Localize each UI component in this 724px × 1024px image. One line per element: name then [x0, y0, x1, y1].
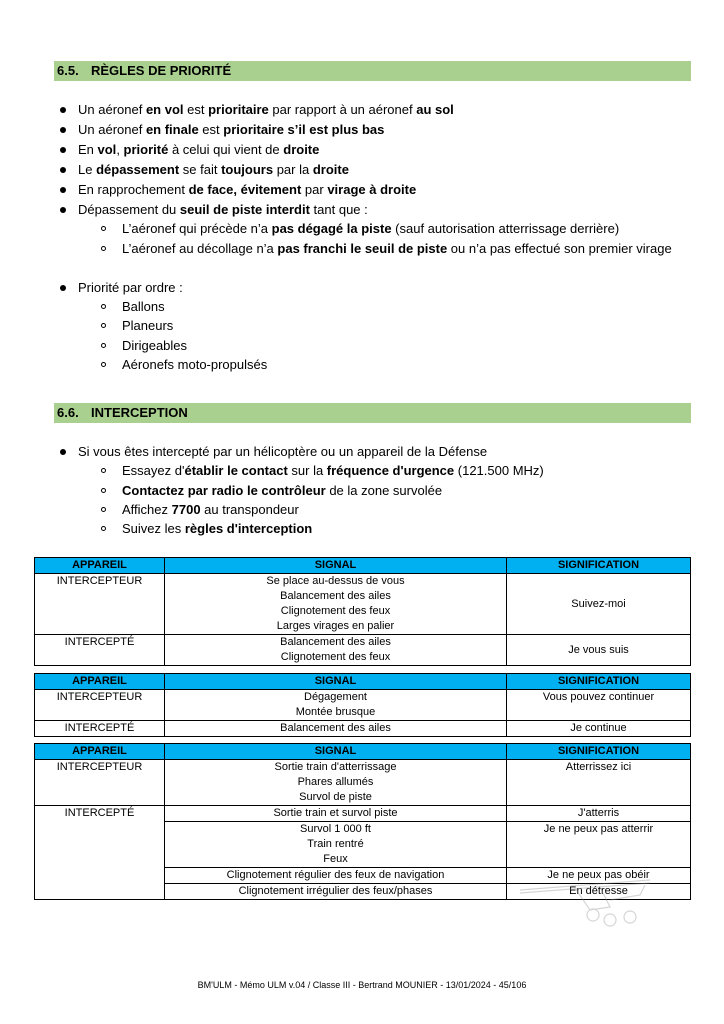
- rule-sub-item: L’aéronef au décollage n’a pas franchi le seuil de piste ou n’a pas effectué son premier virage: [122, 241, 672, 256]
- cell-signal: [165, 868, 507, 884]
- interception-item: Si vous êtes intercepté par un hélicoptère ou un appareil de la Défense: [78, 444, 488, 459]
- cell-signal: [165, 690, 507, 721]
- signal-line: Larges virages en palier: [276, 620, 395, 632]
- table-header-row: [35, 674, 691, 690]
- section-number: 6.5.: [57, 63, 79, 78]
- bullet-icon: [60, 449, 66, 455]
- cell-appareil: INTERCEPTÉ: [35, 635, 165, 666]
- bullet-icon: [60, 207, 66, 213]
- sub-bullet-icon: [101, 526, 106, 531]
- signal-table-continue: [34, 673, 691, 737]
- table-row: [35, 574, 691, 635]
- rule-item: En rapprochement de face, évitement par virage à droite: [78, 182, 417, 197]
- bullet-icon: [60, 107, 66, 113]
- rule-sub-item: L’aéronef qui précède n’a pas dégagé la piste (sauf autorisation atterrissage derrière): [122, 221, 620, 236]
- sub-bullet-icon: [101, 343, 106, 348]
- sub-bullet-icon: [101, 323, 106, 328]
- cell-signification: Je ne peux pas obéir: [507, 868, 691, 884]
- interception-sub-item: Suivez les règles d'interception: [122, 521, 313, 536]
- header-appareil: APPAREIL: [35, 744, 165, 760]
- page-footer: BM'ULM - Mémo ULM v.04 / Classe III - Bertrand MOUNIER - 13/01/2024 - 45/106: [197, 980, 527, 990]
- section-header-6-5: [54, 61, 691, 81]
- signal-line: Clignotement irrégulier des feux/phases: [238, 885, 433, 897]
- signal-line: Sortie train d'atterrissage: [274, 761, 397, 773]
- table-row: [35, 635, 691, 666]
- table-row: [35, 806, 691, 822]
- signal-table-follow: [34, 557, 691, 666]
- signal-line: Clignotement régulier des feux de navigation: [226, 869, 445, 881]
- sub-bullet-icon: [101, 507, 106, 512]
- rule-item: Le dépassement se fait toujours par la droite: [78, 162, 349, 177]
- cell-appareil: INTERCEPTÉ: [35, 721, 165, 737]
- signal-line: Clignotement des feux: [280, 605, 391, 617]
- sub-bullet-icon: [101, 488, 106, 493]
- header-appareil: APPAREIL: [35, 674, 165, 690]
- signal-line: Feux: [323, 853, 348, 865]
- signal-line: Montée brusque: [295, 706, 376, 718]
- interception-sub-item: Essayez d'établir le contact sur la fréquence d'urgence (121.500 MHz): [122, 463, 544, 478]
- table-row: [35, 760, 691, 806]
- table-row: [35, 721, 691, 737]
- cell-appareil: INTERCEPTÉ: [35, 806, 165, 900]
- sub-bullet-icon: [101, 468, 106, 473]
- interception-sub-item: Affichez 7700 au transpondeur: [122, 502, 299, 517]
- cell-signification: Atterrissez ici: [507, 760, 691, 806]
- cell-signification: En détresse: [507, 884, 691, 900]
- signal-line: Se place au-dessus de vous: [266, 575, 405, 587]
- cell-signification: Vous pouvez continuer: [507, 690, 691, 721]
- table-header-row: [35, 744, 691, 760]
- sub-bullet-icon: [101, 226, 106, 231]
- cell-signal: [165, 721, 507, 737]
- cell-signification: Suivez-moi: [507, 574, 691, 635]
- header-signification: SIGNIFICATION: [507, 558, 691, 574]
- rule-item: Dépassement du seuil de piste interdit tant que :: [78, 202, 368, 217]
- signal-line: Dégagement: [304, 691, 367, 703]
- cell-signification: Je vous suis: [507, 635, 691, 666]
- bullet-icon: [60, 167, 66, 173]
- sub-bullet-icon: [101, 304, 106, 309]
- cell-appareil: INTERCEPTEUR: [35, 760, 165, 806]
- signal-line: Balancement des ailes: [280, 636, 391, 648]
- priority-order-item: Ballons: [122, 299, 165, 314]
- section-title: RÈGLES DE PRIORITÉ: [91, 63, 232, 78]
- priority-order-item: Planeurs: [122, 318, 174, 333]
- header-appareil: APPAREIL: [35, 558, 165, 574]
- priority-order-item: Aéronefs moto-propulsés: [122, 357, 268, 372]
- sub-bullet-icon: [101, 246, 106, 251]
- cell-signification: Je ne peux pas atterrir: [507, 822, 691, 868]
- signal-line: Balancement des ailes: [280, 590, 391, 602]
- header-signal: SIGNAL: [165, 558, 507, 574]
- section-header-6-6: [54, 403, 691, 423]
- cell-signal: [165, 760, 507, 806]
- cell-signal: [165, 884, 507, 900]
- ulm-aircraft-watermark-icon: [515, 855, 655, 930]
- priority-order-item: Dirigeables: [122, 338, 188, 353]
- cell-signal: [165, 635, 507, 666]
- table-row: [35, 690, 691, 721]
- bullet-icon: [60, 127, 66, 133]
- section-title: INTERCEPTION: [91, 405, 188, 420]
- signal-line: Sortie train et survol piste: [273, 807, 398, 819]
- section-number: 6.6.: [57, 405, 79, 420]
- header-signal: SIGNAL: [165, 674, 507, 690]
- priority-order-title: Priorité par ordre :: [78, 280, 183, 295]
- signal-line: Survol 1 000 ft: [300, 823, 371, 835]
- signal-line: Survol de piste: [299, 791, 372, 803]
- cell-signal: [165, 806, 507, 822]
- signal-line: Train rentré: [307, 838, 364, 850]
- cell-appareil: INTERCEPTEUR: [35, 690, 165, 721]
- cell-signification: J'atterris: [507, 806, 691, 822]
- header-signification: SIGNIFICATION: [507, 744, 691, 760]
- cell-signal: [165, 574, 507, 635]
- rule-item: En vol, priorité à celui qui vient de droite: [78, 142, 320, 157]
- header-signal: SIGNAL: [165, 744, 507, 760]
- header-signification: SIGNIFICATION: [507, 674, 691, 690]
- signal-line: Clignotement des feux: [280, 651, 391, 663]
- bullet-icon: [60, 147, 66, 153]
- cell-signification: Je continue: [507, 721, 691, 737]
- sub-bullet-icon: [101, 362, 106, 367]
- cell-appareil: INTERCEPTEUR: [35, 574, 165, 635]
- bullet-icon: [60, 285, 66, 291]
- rule-item: Un aéronef en finale est prioritaire s’il est plus bas: [78, 122, 385, 137]
- bullet-icon: [60, 187, 66, 193]
- cell-signal: [165, 822, 507, 868]
- interception-sub-item: Contactez par radio le contrôleur de la zone survolée: [122, 483, 443, 498]
- signal-line: Balancement des ailes: [280, 722, 391, 734]
- signal-line: Phares allumés: [297, 776, 374, 788]
- table-header-row: [35, 558, 691, 574]
- rule-item: Un aéronef en vol est prioritaire par rapport à un aéronef au sol: [78, 102, 454, 117]
